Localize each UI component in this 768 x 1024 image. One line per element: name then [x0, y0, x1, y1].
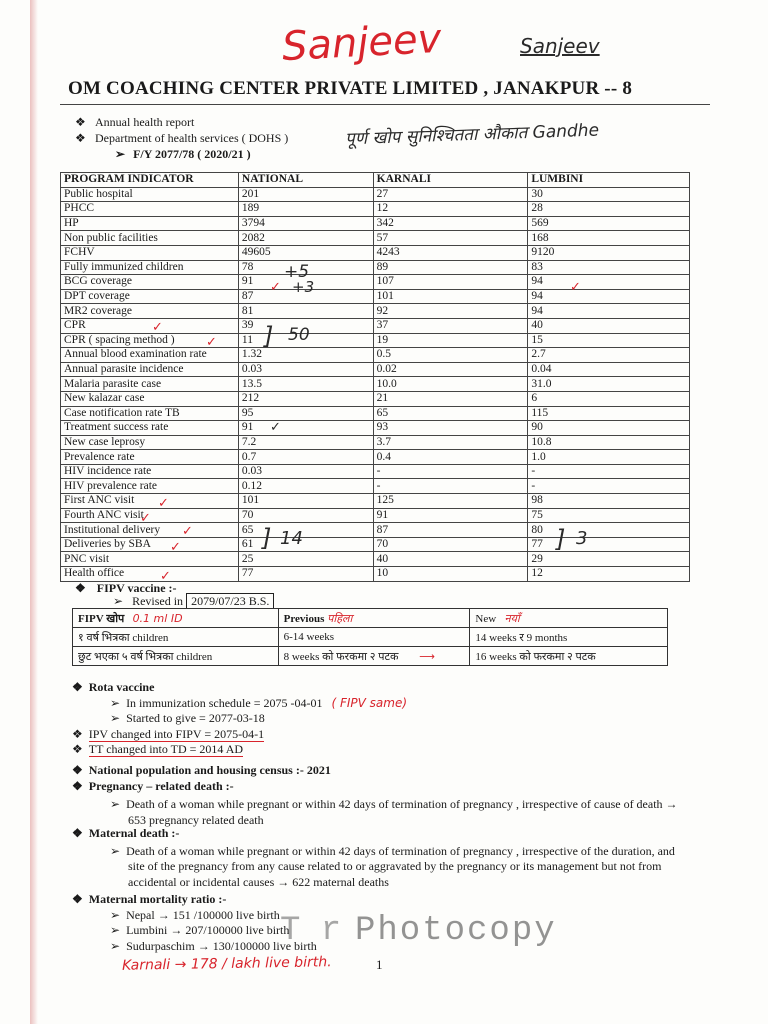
indicator-value-cell: - [528, 479, 690, 494]
rota-heading-text: Rota vaccine [88, 680, 155, 694]
indicator-value-cell: 2.7 [528, 348, 690, 363]
indicator-value-cell: 101 [373, 289, 528, 304]
indicator-value-cell: 2082 [238, 231, 373, 246]
maternal-heading [72, 826, 712, 842]
diamond-bullet-icon: ❖ [75, 115, 86, 129]
title-rule [60, 104, 710, 105]
fiscal-year-text: F/Y 2077/78 ( 2020/21 ) [133, 147, 251, 161]
table-row [61, 523, 690, 538]
bullet-item [75, 114, 288, 130]
indicator-name-cell: Public hospital [61, 187, 239, 202]
check-mark-icon: ✓ [206, 335, 217, 350]
indicator-value-cell: 569 [528, 216, 690, 231]
indicator-value-cell: 80 [528, 523, 690, 538]
indicator-name-cell: PHCC [61, 202, 239, 217]
indicator-value-cell: 57 [373, 231, 528, 246]
table-row [61, 567, 690, 582]
check-mark-icon: ✓ [160, 569, 171, 584]
bullet-text: Department of health services ( DOHS ) [95, 131, 289, 145]
indicator-value-cell: 77 [528, 537, 690, 552]
diamond-bullet-icon: ❖ [75, 581, 86, 595]
indicator-value-cell: 89 [373, 260, 528, 275]
indicator-value-cell: 13.5 [238, 377, 373, 392]
check-mark-icon: ✓ [270, 420, 281, 435]
arrow-right-icon: ⟶ [419, 649, 435, 663]
indicator-value-cell: 15 [528, 333, 690, 348]
indicator-value-cell: 0.7 [238, 450, 373, 465]
indicator-value-cell: 91 [373, 508, 528, 523]
column-header: PROGRAM INDICATOR [61, 173, 239, 188]
arrow-bullet-icon: ➢ [110, 695, 121, 710]
indicator-value-cell: 39 [238, 318, 373, 333]
column-header: NATIONAL [238, 173, 373, 188]
indicator-value-cell: 125 [373, 494, 528, 509]
table-row [61, 450, 690, 465]
indicator-value-cell: 11 [238, 333, 373, 348]
check-mark-icon: ✓ [570, 280, 581, 295]
indicator-value-cell: 0.12 [238, 479, 373, 494]
indicator-value-cell: 342 [373, 216, 528, 231]
table-row [61, 494, 690, 509]
column-header [73, 609, 279, 628]
rota-heading [72, 680, 712, 696]
arrow-bullet-icon: ➢ [110, 711, 121, 725]
indicator-value-cell: 3.7 [373, 435, 528, 450]
page-edge-stain [30, 0, 38, 1024]
indicator-name-cell: Treatment success rate [61, 421, 239, 436]
indicator-name-cell: HIV prevalence rate [61, 479, 239, 494]
indicator-value-cell: 25 [238, 552, 373, 567]
handwritten-bracket: ] [556, 525, 566, 553]
indicator-value-cell: 91 [238, 421, 373, 436]
check-mark-icon: ✓ [152, 320, 163, 335]
table-row [61, 245, 690, 260]
indicator-value-cell: 28 [528, 202, 690, 217]
indicator-name-cell: CPR ( spacing method ) [61, 333, 239, 348]
table-row [61, 216, 690, 231]
table-cell [278, 647, 470, 666]
indicator-value-cell: 65 [373, 406, 528, 421]
indicator-value-cell: 75 [528, 508, 690, 523]
column-header [470, 609, 668, 628]
indicator-value-cell: 87 [238, 289, 373, 304]
pregnancy-body [72, 797, 712, 813]
indicator-value-cell: - [373, 479, 528, 494]
check-mark-icon: ✓ [270, 280, 281, 295]
table-row [61, 479, 690, 494]
indicator-name-cell: Health office [61, 567, 239, 582]
indicator-value-cell: 30 [528, 187, 690, 202]
handwritten-karnali-note: Karnali → 178 / lakh live birth. [121, 954, 332, 974]
indicator-value-cell: 98 [528, 494, 690, 509]
pregnancy-heading [72, 779, 712, 795]
table-row [61, 231, 690, 246]
indicator-value-cell: 31.0 [528, 377, 690, 392]
arrow-bullet-icon: ➢ [115, 147, 126, 161]
indicator-value-cell: 29 [528, 552, 690, 567]
arrow-bullet-icon: ➢ [110, 907, 121, 922]
watermark-prefix: T r [280, 912, 342, 950]
table-row [61, 275, 690, 290]
maternal-heading-text: Maternal death :- [88, 826, 180, 840]
diamond-bullet-icon: ❖ [75, 131, 86, 145]
indicator-value-cell: 70 [373, 537, 528, 552]
pregnancy-result: 653 pregnancy related death [128, 812, 264, 827]
handwritten-bracket: ] [264, 322, 274, 350]
indicator-value-cell: 65 [238, 523, 373, 538]
indicator-value-cell: 115 [528, 406, 690, 421]
fipv-table [72, 608, 668, 666]
mmr-heading-text: Maternal mortality ratio :- [88, 892, 227, 906]
maternal-section [72, 826, 712, 890]
pregnancy-heading-text: Pregnancy – related death :- [88, 778, 234, 793]
column-header [278, 609, 470, 628]
table-row [61, 289, 690, 304]
handwritten-plus-five: +5 [284, 262, 310, 282]
indicator-name-cell: PNC visit [61, 552, 239, 567]
rota-line-text: In immunization schedule = 2075 -04-01 [126, 695, 323, 710]
table-row [61, 377, 690, 392]
table-header-row [61, 173, 690, 188]
indicator-name-cell: Malaria parasite case [61, 377, 239, 392]
rota-line [72, 711, 712, 727]
indicator-value-cell: 0.04 [528, 362, 690, 377]
indicator-name-cell: Institutional delivery [61, 523, 239, 538]
indicator-value-cell: 94 [528, 275, 690, 290]
table-row [61, 187, 690, 202]
indicator-value-cell: 93 [373, 421, 528, 436]
rota-line [72, 696, 712, 712]
indicator-value-cell: 94 [528, 289, 690, 304]
ipv-text: IPV changed into FIPV = 2075-04-1 [88, 726, 265, 741]
table-cell: 14 weeks र 9 months [470, 628, 668, 647]
table-row [61, 537, 690, 552]
fipv-revised [113, 594, 274, 609]
indicator-name-cell: DPT coverage [61, 289, 239, 304]
diamond-bullet-icon: ❖ [72, 826, 83, 840]
handwritten-plus-three: +3 [292, 278, 315, 296]
indicator-name-cell: Fourth ANC visit [61, 508, 239, 523]
indicator-value-cell: 12 [373, 202, 528, 217]
tt-line [72, 742, 712, 758]
indicator-value-cell: 37 [373, 318, 528, 333]
indicator-value-cell: 189 [238, 202, 373, 217]
table-row [61, 348, 690, 363]
company-title: OM COACHING CENTER PRIVATE LIMITED , JANAKPUR -- 8 [68, 78, 633, 99]
indicator-name-cell: Non public facilities [61, 231, 239, 246]
indicator-value-cell: 4243 [373, 245, 528, 260]
indicator-value-cell: 0.5 [373, 348, 528, 363]
indicator-value-cell: 40 [528, 318, 690, 333]
indicator-value-cell: 6 [528, 391, 690, 406]
column-header-text: FIPV खोप [78, 612, 125, 625]
tt-text: TT changed into TD = 2014 AD [88, 742, 244, 756]
top-bullet-list [75, 114, 288, 162]
fipv-revised-date: 2079/07/23 B.S. [186, 593, 274, 609]
indicator-value-cell: 0.03 [238, 464, 373, 479]
handwritten-fifty: 50 [288, 325, 310, 345]
mmr-item-text: Lumbini → 207/100000 live birth [126, 923, 290, 937]
indicator-name-cell: Prevalence rate [61, 450, 239, 465]
indicator-value-cell: 0.4 [373, 450, 528, 465]
diamond-bullet-icon: ❖ [72, 726, 83, 741]
rota-section [72, 680, 712, 758]
ipv-line [72, 727, 712, 743]
indicator-value-cell: 19 [373, 333, 528, 348]
indicator-value-cell: 81 [238, 304, 373, 319]
indicator-name-cell: New case leprosy [61, 435, 239, 450]
table-row [61, 406, 690, 421]
indicator-value-cell: 27 [373, 187, 528, 202]
handwritten-fourteen: 14 [280, 528, 303, 549]
diamond-bullet-icon: ❖ [72, 892, 83, 906]
indicator-value-cell: 91 [238, 275, 373, 290]
handwritten-note: ( FIPV same) [331, 695, 408, 710]
check-mark-icon: ✓ [170, 540, 181, 555]
indicator-value-cell: 1.32 [238, 348, 373, 363]
indicator-table [60, 172, 690, 582]
pregnancy-body-text: Death of a woman while pregnant or within 42 days of termination of pregnancy , irrespective of cause of death → [126, 797, 678, 811]
column-header-text: New [475, 612, 497, 625]
indicator-name-cell: New kalazar case [61, 391, 239, 406]
indicator-value-cell: 107 [373, 275, 528, 290]
census-line [72, 763, 712, 779]
diamond-bullet-icon: ❖ [72, 778, 83, 793]
indicator-value-cell: 10.0 [373, 377, 528, 392]
indicator-value-cell: 10 [373, 567, 528, 582]
handwritten-note: पहिला [327, 611, 353, 625]
page-number: 1 [376, 957, 383, 972]
arrow-bullet-icon: ➢ [110, 843, 121, 858]
bullet-text: Annual health report [95, 115, 195, 129]
indicator-value-cell: 90 [528, 421, 690, 436]
table-cell: छुट भएका ५ वर्ष भित्रका children [73, 647, 279, 666]
table-row [61, 333, 690, 348]
indicator-name-cell: HIV incidence rate [61, 464, 239, 479]
indicator-value-cell: 3794 [238, 216, 373, 231]
indicator-value-cell: 92 [373, 304, 528, 319]
signature-large: Sanjeev [280, 15, 443, 71]
indicator-value-cell: 70 [238, 508, 373, 523]
indicator-value-cell: 212 [238, 391, 373, 406]
indicator-name-cell: Annual parasite incidence [61, 362, 239, 377]
fipv-heading-text: FIPV vaccine :- [96, 581, 177, 595]
table-row [61, 362, 690, 377]
indicator-value-cell: - [528, 464, 690, 479]
indicator-value-cell: 0.03 [238, 362, 373, 377]
indicator-value-cell: 1.0 [528, 450, 690, 465]
bullet-item [75, 130, 288, 146]
diamond-bullet-icon: ❖ [72, 763, 83, 777]
indicator-value-cell: 7.2 [238, 435, 373, 450]
table-row [73, 628, 668, 647]
table-cell: १ वर्ष भित्रका children [73, 628, 279, 647]
handwritten-note-top: पूर्ण खोप सुनिश्चितता औकात Gandhe [344, 120, 600, 150]
watermark: Photocopy [355, 912, 557, 950]
diamond-bullet-icon: ❖ [72, 742, 83, 756]
table-row [61, 464, 690, 479]
indicator-value-cell: 9120 [528, 245, 690, 260]
arrow-bullet-icon: ➢ [113, 594, 124, 608]
check-mark-icon: ✓ [182, 524, 193, 539]
rota-line-text: Started to give = 2077-03-18 [126, 711, 265, 725]
maternal-body [72, 844, 712, 860]
handwritten-bracket: ] [262, 524, 272, 552]
table-row [61, 304, 690, 319]
column-header-text: Previous [283, 612, 325, 625]
indicator-value-cell: 61 [238, 537, 373, 552]
table-row [61, 318, 690, 333]
indicator-value-cell: - [373, 464, 528, 479]
column-header: KARNALI [373, 173, 528, 188]
indicator-value-cell: 77 [238, 567, 373, 582]
handwritten-three: 3 [576, 528, 588, 549]
table-cell: 6-14 weeks [278, 628, 470, 647]
maternal-body-text: Death of a woman while pregnant or within 42 days of termination of pregnancy , irrespective of the duration, and [126, 843, 675, 858]
indicator-name-cell: Fully immunized children [61, 260, 239, 275]
table-cell: 16 weeks को फरकमा २ पटक [470, 647, 668, 666]
indicator-name-cell: Case notification rate TB [61, 406, 239, 421]
indicator-name-cell: First ANC visit [61, 494, 239, 509]
check-mark-icon: ✓ [158, 496, 169, 511]
indicator-value-cell: 201 [238, 187, 373, 202]
fipv-revised-label: Revised in [132, 594, 184, 608]
indicator-value-cell: 0.02 [373, 362, 528, 377]
indicator-value-cell: 10.8 [528, 435, 690, 450]
table-row [61, 435, 690, 450]
table-row [61, 260, 690, 275]
indicator-value-cell: 95 [238, 406, 373, 421]
maternal-body: site of the pregnancy from any cause related to or aggravated by the pregnancy or its management but not from [128, 859, 662, 873]
indicator-name-cell: CPR [61, 318, 239, 333]
arrow-bullet-icon: ➢ [110, 938, 121, 953]
indicator-name-cell: HP [61, 216, 239, 231]
indicator-value-cell: 83 [528, 260, 690, 275]
indicator-value-cell: 94 [528, 304, 690, 319]
indicator-name-cell: MR2 coverage [61, 304, 239, 319]
diamond-bullet-icon: ❖ [72, 680, 83, 694]
arrow-bullet-icon: ➢ [110, 797, 121, 811]
check-mark-icon: ✓ [140, 511, 151, 526]
indicator-name-cell: FCHV [61, 245, 239, 260]
signature-small: Sanjeev [520, 34, 600, 58]
mmr-item-text: Sudurpaschim → 130/100000 live birth [126, 938, 317, 953]
census-section [72, 763, 712, 828]
indicator-name-cell: BCG coverage [61, 275, 239, 290]
column-header: LUMBINI [528, 173, 690, 188]
indicator-value-cell: 12 [528, 567, 690, 582]
table-row [61, 421, 690, 436]
indicator-value-cell: 40 [373, 552, 528, 567]
indicator-value-cell: 78 [238, 260, 373, 275]
table-row [73, 647, 668, 666]
indicator-value-cell: 49605 [238, 245, 373, 260]
indicator-value-cell: 21 [373, 391, 528, 406]
table-row [61, 508, 690, 523]
indicator-name-cell: Deliveries by SBA [61, 537, 239, 552]
fiscal-year [75, 146, 288, 162]
census-text: National population and housing census :- 2021 [88, 763, 331, 777]
table-row [61, 391, 690, 406]
handwritten-note: 0.1 ml ID [132, 611, 183, 625]
indicator-name-cell: Annual blood examination rate [61, 348, 239, 363]
table-row [61, 202, 690, 217]
indicator-value-cell: 87 [373, 523, 528, 538]
handwritten-note: नयाँ [504, 611, 520, 625]
mmr-heading [72, 892, 712, 908]
table-cell-text: 8 weeks को फरकमा २ पटक [283, 650, 399, 663]
arrow-bullet-icon: ➢ [110, 923, 121, 937]
indicator-value-cell: 168 [528, 231, 690, 246]
maternal-body: accidental or incidental causes → 622 maternal deaths [128, 874, 389, 889]
table-row [61, 552, 690, 567]
mmr-item-text: Nepal → 151 /100000 live birth [126, 907, 280, 922]
table-header-row [73, 609, 668, 628]
indicator-value-cell: 101 [238, 494, 373, 509]
